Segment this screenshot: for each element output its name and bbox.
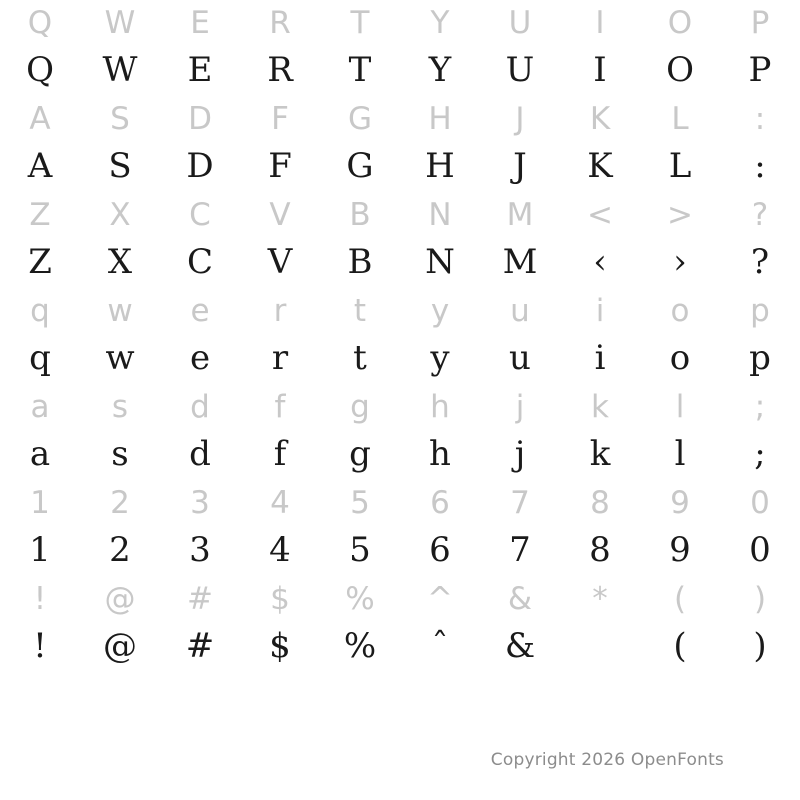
sample-glyph-cell: 1 [29,530,51,570]
reference-glyph-cell: ( [673,581,687,617]
reference-glyph-cell: R [269,5,291,41]
sample-glyph-cell: g [349,434,371,474]
sample-glyph-cell: u [509,338,531,378]
glyph-row-pair [0,576,800,672]
sample-glyph-cell: ) [753,626,767,666]
glyph-row-pair [0,192,800,288]
sample-glyph-cell: q [29,338,51,378]
reference-glyph-cell: u [510,293,530,329]
reference-glyph-cell: T [350,5,370,41]
sample-glyph-cell: W [102,50,138,90]
sample-glyph-cell: ˆ [431,626,449,666]
reference-glyph-cell: W [104,5,136,41]
sample-row [0,339,800,384]
reference-glyph-cell: 4 [270,485,290,521]
reference-glyph-cell: 6 [430,485,450,521]
reference-glyph-cell: X [109,197,131,233]
reference-glyph-cell: e [190,293,210,329]
reference-glyph-cell: ) [753,581,767,617]
reference-row [0,384,800,435]
reference-glyph-cell: Z [29,197,51,233]
reference-glyph-cell: $ [270,581,290,617]
sample-glyph-cell: T [348,50,372,90]
reference-glyph-cell: 3 [190,485,210,521]
sample-glyph-cell: K [587,146,613,186]
reference-glyph-cell: < [587,197,613,233]
sample-glyph-cell: Q [26,50,54,90]
reference-glyph-cell: q [30,293,50,329]
sample-glyph-cell: U [505,50,535,90]
reference-glyph-cell: U [508,5,532,41]
sample-glyph-cell: a [29,434,51,474]
reference-glyph-cell: l [675,389,685,425]
sample-glyph-cell: H [425,146,455,186]
sample-row [0,435,800,480]
reference-glyph-cell: V [269,197,291,233]
sample-row [0,627,800,672]
sample-glyph-cell: V [267,242,293,282]
sample-glyph-cell [560,627,640,672]
reference-row [0,96,800,147]
sample-glyph-cell: Y [428,50,452,90]
sample-glyph-cell: l [674,434,686,474]
reference-glyph-cell: i [595,293,605,329]
reference-glyph-cell: 2 [110,485,130,521]
sample-glyph-cell: › [673,242,687,282]
sample-glyph-cell: s [111,434,129,474]
sample-glyph-cell: F [268,146,292,186]
sample-glyph-cell: 4 [269,530,291,570]
sample-glyph-cell: # [185,626,215,666]
reference-glyph-cell: A [29,101,51,137]
sample-row [0,147,800,192]
sample-glyph-cell: B [347,242,373,282]
reference-glyph-cell: G [347,101,373,137]
reference-glyph-cell: * [592,581,608,617]
sample-glyph-cell: ? [750,242,770,282]
sample-glyph-cell: h [429,434,451,474]
reference-glyph-cell: 5 [350,485,370,521]
sample-row [0,51,800,96]
reference-glyph-cell: M [506,197,534,233]
reference-glyph-cell: p [750,293,770,329]
reference-glyph-cell: & [507,581,533,617]
sample-glyph-cell: 5 [349,530,371,570]
sample-glyph-cell: j [514,434,526,474]
sample-glyph-cell: L [668,146,692,186]
reference-glyph-cell: y [430,293,450,329]
sample-glyph-cell: o [669,338,691,378]
reference-glyph-cell: N [428,197,452,233]
sample-glyph-cell: p [749,338,771,378]
sample-glyph-cell: 0 [749,530,771,570]
sample-glyph-cell: N [425,242,455,282]
sample-glyph-cell: ; [754,434,766,474]
reference-glyph-cell: H [428,101,452,137]
sample-glyph-cell: 8 [589,530,611,570]
sample-glyph-cell: y [430,338,450,378]
reference-glyph-cell: d [190,389,210,425]
reference-glyph-cell: 9 [670,485,690,521]
reference-glyph-cell: I [595,5,605,41]
reference-glyph-cell: t [353,293,367,329]
sample-glyph-cell: 9 [669,530,691,570]
reference-glyph-cell: % [345,581,375,617]
sample-glyph-cell: w [105,338,135,378]
sample-glyph-cell: I [593,50,607,90]
sample-glyph-cell: ‹ [593,242,607,282]
sample-glyph-cell: M [502,242,538,282]
sample-glyph-cell: d [189,434,211,474]
reference-glyph-cell: C [189,197,211,233]
reference-glyph-cell: w [107,293,133,329]
glyph-row-pair [0,96,800,192]
sample-glyph-cell: 7 [509,530,531,570]
reference-glyph-cell: F [271,101,289,137]
reference-row [0,0,800,51]
reference-row [0,480,800,531]
glyph-row-pair [0,384,800,480]
reference-glyph-cell: J [515,101,525,137]
sample-glyph-cell: S [108,146,132,186]
sample-glyph-cell: ( [673,626,687,666]
reference-glyph-cell: 8 [590,485,610,521]
reference-glyph-cell: ^ [427,581,453,617]
reference-glyph-cell: 7 [510,485,530,521]
glyph-row-pair [0,0,800,96]
reference-glyph-cell: > [667,197,693,233]
reference-glyph-cell: s [111,389,129,425]
sample-glyph-cell: C [186,242,213,282]
sample-glyph-cell: R [267,50,293,90]
sample-glyph-cell: f [273,434,287,474]
reference-glyph-cell: ; [754,389,766,425]
sample-glyph-cell: i [594,338,606,378]
reference-glyph-cell: g [350,389,370,425]
reference-glyph-cell: h [430,389,450,425]
reference-glyph-cell: j [515,389,525,425]
sample-row [0,243,800,288]
reference-row [0,192,800,243]
sample-glyph-cell: k [589,434,611,474]
reference-glyph-cell: O [667,5,693,41]
reference-glyph-cell: r [273,293,287,329]
sample-glyph-cell: E [187,50,213,90]
sample-row [0,531,800,576]
copyright-notice: Copyright 2026 OpenFonts [490,750,724,770]
reference-glyph-cell: K [589,101,611,137]
reference-row [0,288,800,339]
reference-glyph-cell: : [754,101,766,137]
reference-glyph-cell: ! [33,581,47,617]
sample-glyph-cell: D [186,146,214,186]
sample-glyph-cell: 3 [189,530,211,570]
glyph-row-pair [0,288,800,384]
sample-glyph-cell: t [353,338,367,378]
reference-glyph-cell: S [110,101,130,137]
sample-glyph-cell: e [189,338,211,378]
reference-glyph-cell: E [190,5,210,41]
reference-glyph-cell: 0 [750,485,770,521]
reference-glyph-cell: P [750,5,770,41]
reference-glyph-cell: a [30,389,50,425]
sample-glyph-cell: J [513,146,527,186]
reference-glyph-cell: Y [430,5,450,41]
sample-glyph-cell: P [748,50,772,90]
reference-glyph-cell: Q [27,5,53,41]
reference-glyph-cell: D [188,101,212,137]
sample-glyph-cell: O [666,50,694,90]
reference-glyph-cell: L [671,101,689,137]
reference-glyph-cell: f [274,389,286,425]
sample-glyph-cell: Z [28,242,52,282]
reference-glyph-cell: @ [104,581,136,617]
reference-row [0,576,800,627]
sample-glyph-cell: & [504,626,536,666]
sample-glyph-cell: X [107,242,133,282]
reference-glyph-cell: 1 [30,485,50,521]
glyph-row-pair [0,480,800,576]
sample-glyph-cell: A [27,146,53,186]
sample-glyph-cell: ! [33,626,47,666]
reference-glyph-cell: ? [751,197,769,233]
sample-glyph-cell: 6 [429,530,451,570]
reference-glyph-cell: B [349,197,371,233]
sample-glyph-cell: $ [269,626,291,666]
sample-glyph-cell: r [271,338,289,378]
reference-glyph-cell: o [670,293,690,329]
reference-glyph-cell: k [591,389,609,425]
sample-glyph-cell: % [343,626,377,666]
reference-glyph-cell: # [187,581,213,617]
sample-glyph-cell: G [346,146,374,186]
sample-glyph-cell: : [754,146,766,186]
sample-glyph-cell: @ [103,626,137,666]
sample-glyph-cell: 2 [109,530,131,570]
